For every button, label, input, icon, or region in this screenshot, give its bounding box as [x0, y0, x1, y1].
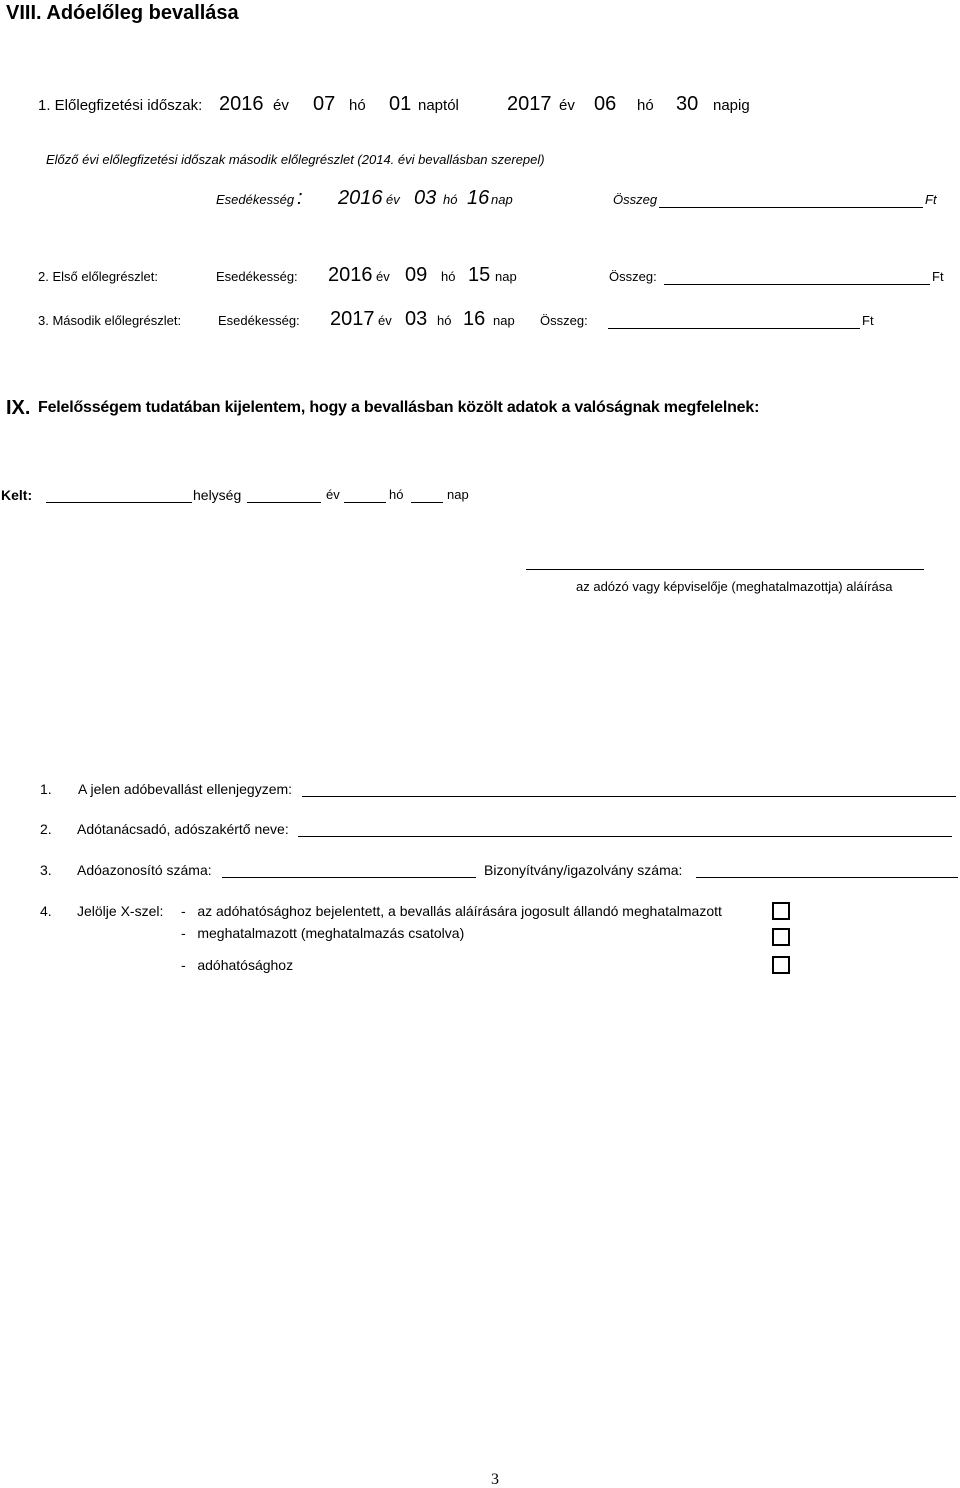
first-amount-field[interactable]	[664, 284, 930, 285]
second-currency: Ft	[862, 313, 874, 328]
certificate-number-field[interactable]	[696, 877, 958, 878]
period-to-suffix: napig	[713, 97, 750, 114]
previous-ev-label: év	[386, 192, 400, 207]
period-ho-label: hó	[349, 97, 366, 114]
option-permanent-proxy-checkbox[interactable]	[772, 902, 790, 920]
first-nap-label: nap	[495, 269, 517, 284]
second-nap-label: nap	[493, 313, 515, 328]
first-ho-label: hó	[441, 269, 456, 284]
first-due-month: 09	[405, 264, 428, 286]
second-amount-field[interactable]	[608, 328, 860, 329]
previous-due-day: 16	[467, 187, 490, 209]
item-4-number: 4.	[40, 903, 52, 919]
second-due-day: 16	[463, 308, 486, 330]
second-due-year: 2017	[330, 308, 375, 330]
first-ev-label: év	[376, 269, 390, 284]
second-due-month: 03	[405, 308, 428, 330]
period-from-month: 07	[313, 93, 336, 115]
first-due-year: 2016	[328, 264, 373, 286]
item-1-number: 1.	[40, 781, 52, 797]
previous-currency: Ft	[925, 192, 937, 207]
option-permanent-proxy-label: - az adóhatósághoz bejelentett, a bevallás aláírására jogosult állandó meghatalmazott	[181, 903, 722, 919]
previous-installment-note: Előző évi előlegfizetési időszak második előlegrészlet (2014. évi bevallásban szerepel)	[46, 152, 545, 167]
kelt-day-field[interactable]	[411, 502, 443, 503]
item-2-number: 2.	[40, 821, 52, 837]
second-installment-label: 3. Második előlegrészlet:	[38, 313, 182, 328]
advisor-name-field[interactable]	[298, 836, 952, 837]
option-proxy-label: - meghatalmazott (meghatalmazás csatolva)	[181, 925, 465, 941]
item-2-label: Adótanácsadó, adószakértő neve:	[77, 821, 289, 837]
previous-ho-label: hó	[443, 192, 458, 207]
kelt-year-field[interactable]	[247, 502, 321, 503]
kelt-day-label: nap	[447, 487, 469, 502]
first-currency: Ft	[932, 269, 944, 284]
period-ev-label-2: év	[559, 97, 575, 114]
kelt-place-label: helység	[193, 487, 242, 503]
previous-due-month: 03	[414, 187, 437, 209]
section-9-title: Felelősségem tudatában kijelentem, hogy a bevallásban közölt adatok a valóságnak megfelelnek:	[38, 399, 760, 416]
previous-due-colon: :	[297, 187, 303, 209]
period-from-day: 01	[389, 93, 412, 115]
kelt-label: Kelt:	[1, 487, 33, 503]
section-9-number: IX.	[6, 397, 31, 419]
previous-amount-field[interactable]	[659, 207, 923, 208]
kelt-place-field[interactable]	[46, 502, 192, 503]
second-due-label: Esedékesség:	[218, 313, 300, 328]
period-to-day: 30	[676, 93, 699, 115]
kelt-month-label: hó	[389, 487, 404, 502]
period-to-month: 06	[594, 93, 617, 115]
second-amount-label: Összeg:	[540, 313, 588, 328]
second-ho-label: hó	[437, 313, 452, 328]
previous-due-label: Esedékesség	[216, 192, 295, 207]
item-3-number: 3.	[40, 862, 52, 878]
period-label: 1. Előlegfizetési időszak:	[38, 97, 203, 114]
period-ev-label: év	[273, 97, 289, 114]
certificate-number-label: Bizonyítvány/igazolvány száma:	[484, 862, 683, 878]
item-1-label: A jelen adóbevallást ellenjegyzem:	[78, 781, 293, 797]
period-from-year: 2016	[219, 93, 264, 115]
countersign-field[interactable]	[302, 796, 956, 797]
kelt-month-field[interactable]	[344, 502, 386, 503]
option-tax-authority-label: - adóhatósághoz	[181, 957, 294, 973]
period-from-suffix: naptól	[418, 97, 459, 114]
first-amount-label: Összeg:	[609, 269, 657, 284]
second-ev-label: év	[378, 313, 392, 328]
item-3-label: Adóazonosító száma:	[77, 862, 212, 878]
kelt-year-label: év	[326, 487, 340, 502]
previous-due-year: 2016	[338, 187, 383, 209]
signature-line[interactable]	[526, 569, 924, 570]
option-proxy-checkbox[interactable]	[772, 928, 790, 946]
period-to-year: 2017	[507, 93, 552, 115]
page-number: 3	[491, 1471, 499, 1488]
section-8-title: VIII. Adóelőleg bevallása	[6, 2, 239, 24]
period-ho-label-2: hó	[637, 97, 654, 114]
first-installment-label: 2. Első előlegrészlet:	[38, 269, 158, 284]
previous-nap-label: nap	[491, 192, 513, 207]
first-due-day: 15	[468, 264, 491, 286]
option-tax-authority-checkbox[interactable]	[772, 956, 790, 974]
first-due-label: Esedékesség:	[216, 269, 298, 284]
item-4-label: Jelölje X-szel:	[77, 903, 164, 919]
signature-caption: az adózó vagy képviselője (meghatalmazottja) aláírása	[576, 579, 893, 594]
previous-amount-label: Összeg	[613, 192, 658, 207]
tax-id-field[interactable]	[222, 877, 476, 878]
